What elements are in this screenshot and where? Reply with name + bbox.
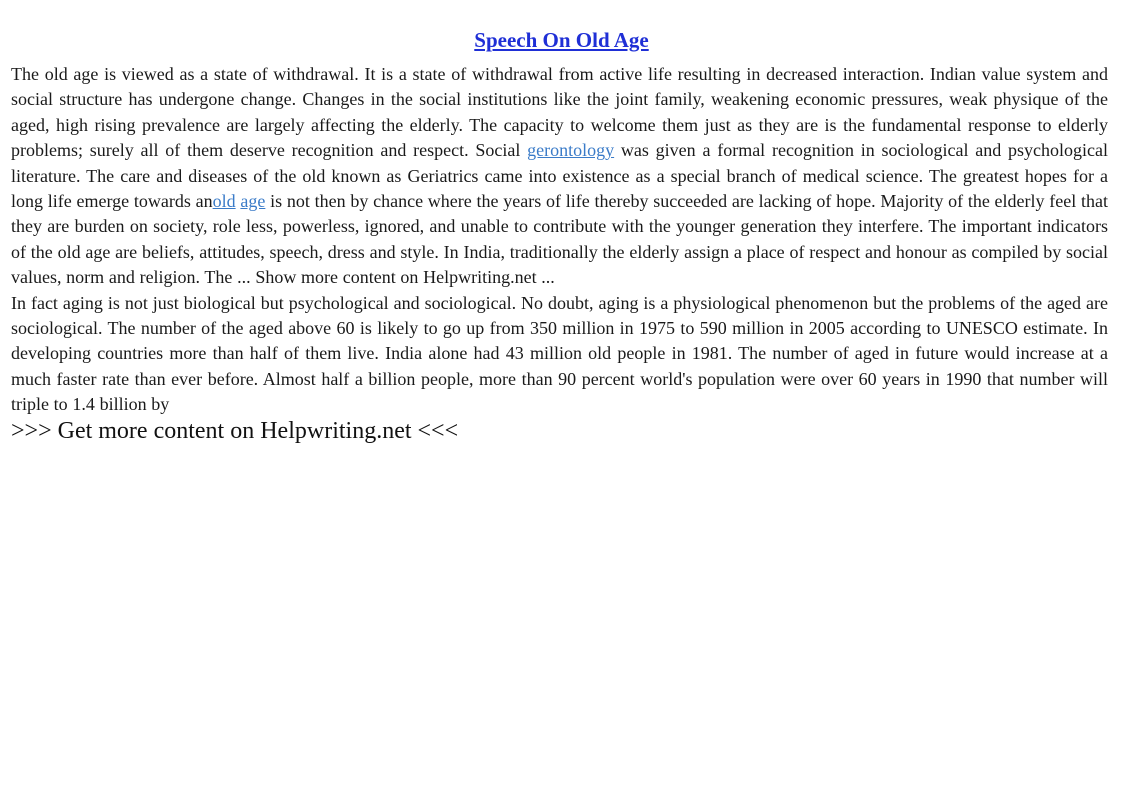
paragraph-1-text-a: The old age is viewed as a state of withdrawal. It is a state of withdrawal from active life resulting in decreased interaction. Indian value system and social structure has undergone change. Changes in the social institutions like the joint family, weakening economic pressures, weak physique of the aged, high rising prevalence are largely affecting the elderly. The capacity to welcome them just as they are is the fundamental response to elderly problems; surely all of them deserve recognition and respect. Social bbox=[11, 64, 1108, 161]
paragraph-1 bbox=[11, 62, 1108, 291]
paragraph-2: In fact aging is not just biological but psychological and sociological. No doubt, aging is a physiological phenomenon but the problems of the aged are sociological. The number of the aged above 60 is likely to go up from 350 million in 1975 to 590 million in 2005 according to UNESCO estimate. In developing countries more than half of them live. India alone had 43 million old people in 1981. The number of aged in future would increase at a much faster rate than ever before. Almost half a billion people, more than 90 percent world's population were over 60 years in 1990 that number will triple to 1.4 billion by bbox=[11, 292, 1108, 415]
page-title-link[interactable]: Speech On Old Age bbox=[474, 28, 649, 52]
article-body bbox=[11, 62, 1108, 418]
gerontology-link[interactable]: gerontology bbox=[527, 140, 615, 161]
paragraph-1-text-b: was given a formal recognition in sociological and psychological literature. The care and diseases of the old known as Geriatrics came into existence as a special branch of medical science. The greatest hopes for a long life emerge towards an bbox=[11, 140, 1108, 212]
old-link[interactable]: old bbox=[212, 191, 236, 212]
title-container bbox=[11, 28, 1108, 53]
get-more-content-link[interactable]: >>> Get more content on Helpwriting.net <<< bbox=[11, 417, 459, 444]
paragraph-1-text-c: is not then by chance where the years of life thereby succeeded are lacking of hope. Majority of the elderly feel that they are burden on society, role less, powerless, ignored, and unable to contribute with the younger generation they interfere. The important indicators of the old age are beliefs, attitudes, speech, dress and style. In India, traditionally the elderly assign a place of respect and honour as compiled by social values, norm and religion. The ... Show more content on Helpwriting.net ... bbox=[11, 191, 1108, 288]
age-link[interactable]: age bbox=[240, 191, 266, 212]
